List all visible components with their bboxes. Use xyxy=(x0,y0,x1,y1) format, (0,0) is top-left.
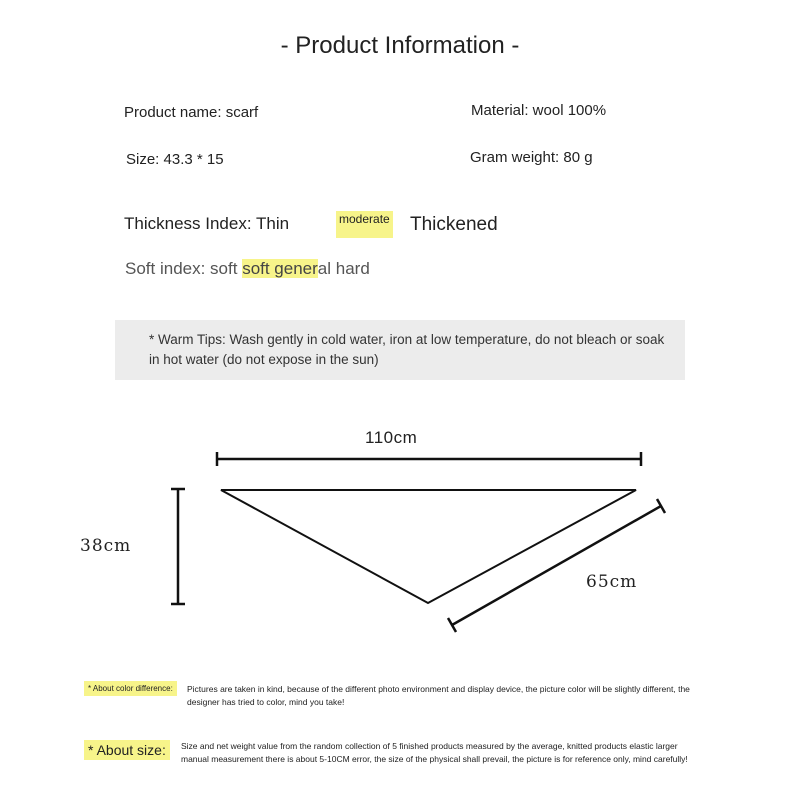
warm-tips-text: * Warm Tips: Wash gently in cold water, iron at low temperature, do not bleach or soak in hot water (do not expose in the sun) xyxy=(149,332,665,367)
soft-index-highlight: soft gener xyxy=(242,259,318,278)
color-difference-label: * About color difference: xyxy=(84,681,177,696)
dimension-right-label: 65cm xyxy=(586,572,638,592)
dimension-left-label: 38cm xyxy=(80,536,132,556)
right-dimension-tick-top xyxy=(657,499,665,513)
gram-weight: Gram weight: 80 g xyxy=(470,149,593,166)
right-dimension-line xyxy=(452,506,661,625)
thickness-thickened: Thickened xyxy=(410,214,498,235)
soft-index-prefix: Soft index: soft xyxy=(125,259,243,278)
about-size-label: * About size: xyxy=(84,740,170,760)
color-difference-text: Pictures are taken in kind, because of the different photo environment and display device, the picture color will be slightly different, the designer has tried to color, mind you take! xyxy=(187,684,690,707)
thickness-moderate: moderate xyxy=(336,211,393,238)
thickness-index-label: Thickness Index: Thin xyxy=(124,214,290,233)
size: Size: 43.3 * 15 xyxy=(126,151,224,168)
soft-index-suffix: al hard xyxy=(317,259,370,278)
product-name: Product name: scarf xyxy=(124,104,259,121)
page-title: - Product Information - xyxy=(280,32,520,59)
dimension-top-label: 110cm xyxy=(365,428,418,447)
material: Material: wool 100% xyxy=(471,102,607,119)
scarf-triangle xyxy=(221,490,636,603)
right-dimension-tick-bottom xyxy=(448,618,456,632)
about-size-text: Size and net weight value from the random collection of 5 finished products measured by the average, knitted products elastic larger manual measurement there is about 5-10CM error, the size of the physical shall prevail, the picture is for reference only, mind carefully! xyxy=(181,741,688,764)
